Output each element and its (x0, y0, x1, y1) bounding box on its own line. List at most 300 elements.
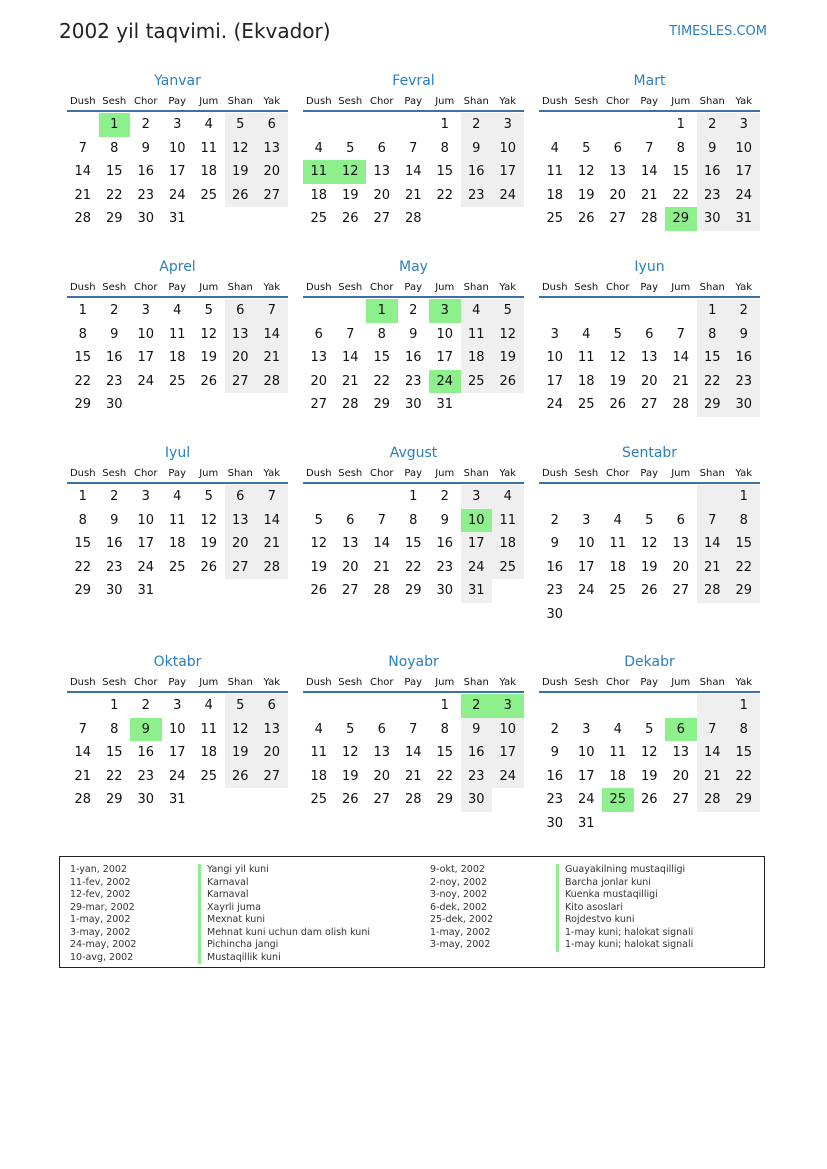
day-cell: 9 (110, 326, 119, 342)
day-cell: 27 (256, 765, 288, 789)
day-cell: 8 (697, 323, 729, 347)
day-cell: 22 (404, 559, 422, 575)
weekday-header (67, 675, 288, 693)
day-cell: 25 (492, 556, 524, 580)
weekday-label: Pay (640, 468, 659, 479)
day-cell: 30 (137, 211, 155, 227)
day-cell: 10 (137, 512, 155, 528)
day-cell: 7 (377, 512, 386, 528)
day-cell: 4 (582, 326, 591, 342)
day-cell: 7 (697, 509, 729, 533)
weekday-label: Chor (605, 282, 630, 293)
day-cell: 21 (697, 556, 729, 580)
day-cell: 8 (409, 512, 418, 528)
empty-cell (539, 299, 571, 323)
day-cell: 22 (728, 765, 760, 789)
day-cell: 16 (404, 350, 422, 366)
day-cell: 14 (74, 745, 92, 761)
day-cell: 24 (492, 184, 524, 208)
day-cell: 2 (697, 113, 729, 137)
empty-cell (539, 113, 571, 137)
day-cell: 28 (697, 788, 729, 812)
month-name: May (399, 259, 428, 275)
empty-cell (697, 694, 729, 718)
day-cell: 22 (436, 187, 454, 203)
empty-cell (398, 113, 430, 137)
day-cell: 20 (256, 160, 288, 184)
weekday-label: Chor (605, 468, 630, 479)
day-cell: 13 (373, 745, 391, 761)
day-cell: 12 (640, 536, 658, 552)
day-cell: 11 (492, 509, 524, 533)
day-cell: 5 (613, 326, 622, 342)
empty-cell (335, 299, 367, 323)
holiday-legend (59, 856, 765, 968)
weekday-label: Sesh (574, 96, 599, 107)
day-cell: 29 (436, 792, 454, 808)
day-cell: 8 (110, 140, 119, 156)
day-cell: 26 (492, 370, 524, 394)
day-cell: 13 (256, 718, 288, 742)
empty-cell (225, 393, 257, 417)
weekday-label: Shan (463, 468, 489, 479)
day-cell: 6 (346, 512, 355, 528)
day-cell: 31 (436, 397, 454, 413)
weekday-label: Chor (133, 96, 158, 107)
day-cell: 6 (225, 485, 257, 509)
day-cell: 13 (672, 745, 690, 761)
day-cell: 9 (550, 745, 559, 761)
day-cell: 22 (105, 187, 123, 203)
day-cell: 14 (404, 745, 422, 761)
empty-cell (539, 485, 571, 509)
day-cell: 28 (697, 579, 729, 603)
month-dekabr (539, 654, 760, 836)
legend-date: 3-may, 2002 (70, 926, 131, 938)
day-cell: 25 (310, 792, 328, 808)
day-cell: 17 (461, 532, 493, 556)
day-cell: 13 (341, 536, 359, 552)
day-cell: 10 (577, 536, 595, 552)
day-cell: 30 (436, 583, 454, 599)
day-cell: 1 (78, 303, 87, 318)
legend-holiday-name: Rojdestvo kuni (556, 914, 693, 927)
days-grid (539, 113, 760, 231)
weekday-label: Sesh (102, 282, 127, 293)
day-cell: 13 (225, 323, 257, 347)
day-cell: 18 (310, 187, 328, 203)
day-cell: 6 (377, 721, 386, 737)
weekday-label: Yak (499, 96, 517, 107)
empty-cell (366, 485, 398, 509)
month-noyabr (303, 654, 524, 812)
day-cell: 20 (256, 741, 288, 765)
legend-date: 1-yan, 2002 (70, 864, 127, 875)
day-cell: 24 (546, 397, 564, 413)
day-cell: 26 (341, 792, 359, 808)
month-name: Mart (633, 73, 666, 89)
day-cell: 16 (461, 160, 493, 184)
day-cell: 27 (609, 211, 627, 227)
day-cell: 26 (310, 583, 328, 599)
day-cell: 28 (74, 792, 92, 808)
day-cell: 8 (728, 718, 760, 742)
legend-date: 12-fev, 2002 (70, 889, 131, 900)
day-cell: 11 (303, 160, 335, 184)
weekday-label: Pay (404, 282, 423, 293)
day-cell: 17 (168, 745, 186, 761)
day-cell: 16 (137, 745, 155, 761)
day-cell: 6 (665, 718, 697, 742)
empty-cell (256, 393, 288, 417)
day-cell: 9 (550, 536, 559, 552)
day-cell: 7 (409, 721, 418, 737)
legend-holiday-name: Kito asoslari (556, 902, 693, 915)
day-cell: 5 (204, 489, 213, 504)
day-cell: 7 (676, 326, 685, 342)
day-cell: 7 (645, 140, 654, 156)
day-cell: 11 (546, 164, 564, 180)
day-cell: 8 (110, 721, 119, 737)
day-cell: 20 (672, 768, 690, 784)
day-cell: 3 (728, 113, 760, 137)
day-cell: 19 (640, 559, 658, 575)
empty-cell (366, 113, 398, 137)
day-cell: 15 (74, 350, 92, 366)
legend-date: 2-noy, 2002 (430, 876, 488, 888)
day-cell: 24 (429, 370, 461, 394)
day-cell: 15 (697, 346, 729, 370)
days-grid (67, 113, 288, 231)
day-cell: 8 (440, 721, 449, 737)
day-cell: 14 (256, 509, 288, 533)
empty-cell (429, 207, 461, 231)
empty-cell (571, 485, 603, 509)
day-cell: 27 (225, 556, 257, 580)
day-cell: 2 (550, 512, 559, 528)
legend-date: 1-may, 2002 (430, 926, 491, 938)
day-cell: 24 (168, 768, 186, 784)
day-cell: 10 (461, 509, 493, 533)
day-cell: 12 (200, 326, 218, 342)
weekday-label: Pay (168, 96, 187, 107)
empty-cell (256, 579, 288, 603)
day-cell: 12 (609, 350, 627, 366)
weekday-label: Sesh (338, 677, 363, 688)
day-cell: 19 (341, 187, 359, 203)
day-cell: 21 (404, 187, 422, 203)
empty-cell (728, 603, 760, 627)
weekday-label: Sesh (574, 282, 599, 293)
day-cell: 10 (137, 326, 155, 342)
month-iyul (67, 445, 288, 603)
weekday-label: Shan (463, 282, 489, 293)
weekday-label: Yak (735, 96, 753, 107)
empty-cell (634, 299, 666, 323)
day-cell: 4 (461, 299, 493, 323)
day-cell: 9 (141, 140, 150, 156)
day-cell: 31 (168, 792, 186, 808)
day-cell: 28 (256, 370, 288, 394)
day-cell: 13 (640, 350, 658, 366)
empty-cell (602, 299, 634, 323)
empty-cell (162, 579, 194, 603)
empty-cell (634, 113, 666, 137)
day-cell: 7 (78, 140, 87, 156)
day-cell: 1 (728, 694, 760, 718)
weekday-label: Shan (227, 468, 253, 479)
day-cell: 5 (346, 721, 355, 737)
day-cell: 6 (377, 140, 386, 156)
day-cell: 1 (697, 299, 729, 323)
day-cell: 4 (314, 721, 323, 737)
month-name: Dekabr (624, 654, 675, 670)
day-cell: 22 (74, 373, 92, 389)
day-cell: 8 (440, 140, 449, 156)
day-cell: 18 (461, 346, 493, 370)
day-cell: 25 (609, 583, 627, 599)
day-cell: 4 (204, 117, 213, 132)
day-cell: 5 (582, 140, 591, 156)
empty-cell (602, 812, 634, 836)
day-cell: 24 (137, 373, 155, 389)
empty-cell (162, 393, 194, 417)
empty-cell (335, 485, 367, 509)
weekday-label: Jum (671, 677, 691, 688)
legend-date: 11-fev, 2002 (70, 876, 131, 888)
day-cell: 1 (409, 489, 418, 504)
day-cell: 26 (341, 211, 359, 227)
day-cell: 24 (168, 187, 186, 203)
weekday-label: Shan (699, 96, 725, 107)
day-cell: 21 (640, 187, 658, 203)
day-cell: 25 (200, 187, 218, 203)
day-cell: 25 (200, 768, 218, 784)
weekday-label: Chor (133, 677, 158, 688)
day-cell: 2 (409, 303, 418, 318)
weekday-label: Yak (263, 677, 281, 688)
empty-cell (602, 694, 634, 718)
empty-cell (303, 113, 335, 137)
weekday-header (303, 675, 524, 693)
day-cell: 31 (168, 211, 186, 227)
legend-holiday-name: Barcha jonlar kuni (556, 877, 693, 890)
day-cell: 26 (225, 765, 257, 789)
day-cell: 18 (492, 532, 524, 556)
empty-cell (193, 788, 225, 812)
empty-cell (571, 113, 603, 137)
empty-cell (634, 812, 666, 836)
day-cell: 11 (609, 536, 627, 552)
month-name: Iyul (164, 445, 191, 461)
day-cell: 11 (310, 745, 328, 761)
site-link[interactable]: TIMESLES.COM (669, 24, 767, 39)
day-cell: 8 (676, 140, 685, 156)
month-aprel (67, 259, 288, 417)
empty-cell (225, 579, 257, 603)
weekday-header (303, 466, 524, 484)
empty-cell (461, 393, 493, 417)
day-cell: 14 (640, 164, 658, 180)
day-cell: 20 (373, 768, 391, 784)
day-cell: 25 (461, 370, 493, 394)
day-cell: 24 (461, 556, 493, 580)
day-cell: 11 (168, 326, 186, 342)
day-cell: 22 (697, 370, 729, 394)
day-cell: 18 (200, 164, 218, 180)
weekday-header (67, 280, 288, 298)
day-cell: 4 (613, 512, 622, 528)
day-cell: 3 (550, 326, 559, 342)
day-cell: 18 (200, 745, 218, 761)
day-cell: 21 (74, 768, 92, 784)
day-cell: 30 (137, 792, 155, 808)
weekday-label: Shan (227, 96, 253, 107)
day-cell: 17 (728, 160, 760, 184)
day-cell: 3 (141, 303, 150, 318)
days-grid (303, 113, 524, 231)
weekday-label: Dush (541, 468, 568, 479)
day-cell: 17 (492, 160, 524, 184)
days-grid (67, 485, 288, 603)
day-cell: 23 (461, 765, 493, 789)
weekday-label: Shan (699, 677, 725, 688)
legend-holiday-name: Kuenka mustaqilligi (556, 889, 693, 902)
day-cell: 14 (697, 532, 729, 556)
day-cell: 14 (256, 323, 288, 347)
day-cell: 20 (310, 373, 328, 389)
empty-cell (130, 393, 162, 417)
day-cell: 3 (582, 721, 591, 737)
month-name: Avgust (389, 445, 438, 461)
day-cell: 5 (645, 512, 654, 528)
day-cell: 1 (78, 489, 87, 504)
legend-date: 6-dek, 2002 (430, 901, 488, 913)
month-avgust (303, 445, 524, 603)
day-cell: 25 (577, 397, 595, 413)
day-cell: 19 (200, 536, 218, 552)
day-cell: 16 (461, 741, 493, 765)
day-cell: 6 (256, 694, 288, 718)
day-cell: 9 (728, 323, 760, 347)
day-cell: 23 (546, 792, 564, 808)
day-cell: 9 (130, 718, 162, 742)
day-cell: 4 (173, 489, 182, 504)
day-cell: 9 (110, 512, 119, 528)
day-cell: 25 (168, 559, 186, 575)
weekday-label: Jum (671, 282, 691, 293)
day-cell: 11 (200, 721, 218, 737)
day-cell: 29 (697, 393, 729, 417)
day-cell: 10 (168, 140, 186, 156)
day-cell: 2 (461, 694, 493, 718)
day-cell: 12 (640, 745, 658, 761)
empty-cell (634, 485, 666, 509)
day-cell: 25 (602, 788, 634, 812)
day-cell: 23 (697, 184, 729, 208)
day-cell: 18 (168, 536, 186, 552)
weekday-label: Pay (168, 677, 187, 688)
day-cell: 19 (341, 768, 359, 784)
weekday-label: Pay (404, 96, 423, 107)
legend-date: 9-okt, 2002 (430, 864, 485, 875)
day-cell: 8 (78, 512, 87, 528)
day-cell: 5 (204, 303, 213, 318)
day-cell: 1 (110, 698, 119, 713)
day-cell: 19 (577, 187, 595, 203)
day-cell: 15 (436, 745, 454, 761)
legend-names-left (198, 864, 370, 964)
legend-date: 29-mar, 2002 (70, 901, 135, 913)
day-cell: 31 (577, 815, 595, 831)
weekday-label: Sesh (338, 468, 363, 479)
weekday-label: Jum (435, 282, 455, 293)
weekday-label: Sesh (338, 96, 363, 107)
empty-cell (665, 299, 697, 323)
day-cell: 22 (728, 556, 760, 580)
month-name: Aprel (159, 259, 196, 275)
empty-cell (366, 694, 398, 718)
day-cell: 11 (609, 745, 627, 761)
day-cell: 15 (728, 532, 760, 556)
day-cell: 26 (225, 184, 257, 208)
weekday-label: Chor (133, 468, 158, 479)
empty-cell (492, 788, 524, 812)
day-cell: 13 (256, 137, 288, 161)
day-cell: 17 (546, 373, 564, 389)
day-cell: 5 (225, 694, 257, 718)
day-cell: 7 (256, 485, 288, 509)
empty-cell (665, 812, 697, 836)
day-cell: 7 (78, 721, 87, 737)
day-cell: 22 (373, 373, 391, 389)
day-cell: 29 (665, 207, 697, 231)
day-cell: 30 (728, 393, 760, 417)
day-cell: 16 (728, 346, 760, 370)
empty-cell (335, 694, 367, 718)
empty-cell (697, 603, 729, 627)
empty-cell (256, 788, 288, 812)
day-cell: 29 (404, 583, 422, 599)
day-cell: 29 (373, 397, 391, 413)
month-oktabr (67, 654, 288, 812)
day-cell: 3 (492, 113, 524, 137)
day-cell: 26 (577, 211, 595, 227)
day-cell: 26 (609, 397, 627, 413)
weekday-header (539, 94, 760, 112)
day-cell: 31 (461, 579, 493, 603)
day-cell: 8 (377, 326, 386, 342)
weekday-label: Shan (463, 96, 489, 107)
day-cell: 19 (200, 350, 218, 366)
day-cell: 15 (436, 164, 454, 180)
day-cell: 6 (225, 299, 257, 323)
month-name: Fevral (392, 73, 435, 89)
day-cell: 4 (550, 140, 559, 156)
weekday-label: Sesh (574, 677, 599, 688)
empty-cell (634, 694, 666, 718)
day-cell: 9 (409, 326, 418, 342)
day-cell: 11 (461, 323, 493, 347)
day-cell: 28 (74, 211, 92, 227)
weekday-label: Yak (263, 468, 281, 479)
day-cell: 22 (436, 768, 454, 784)
day-cell: 23 (461, 184, 493, 208)
day-cell: 6 (645, 326, 654, 342)
weekday-header (539, 675, 760, 693)
weekday-label: Yak (499, 677, 517, 688)
day-cell: 7 (346, 326, 355, 342)
